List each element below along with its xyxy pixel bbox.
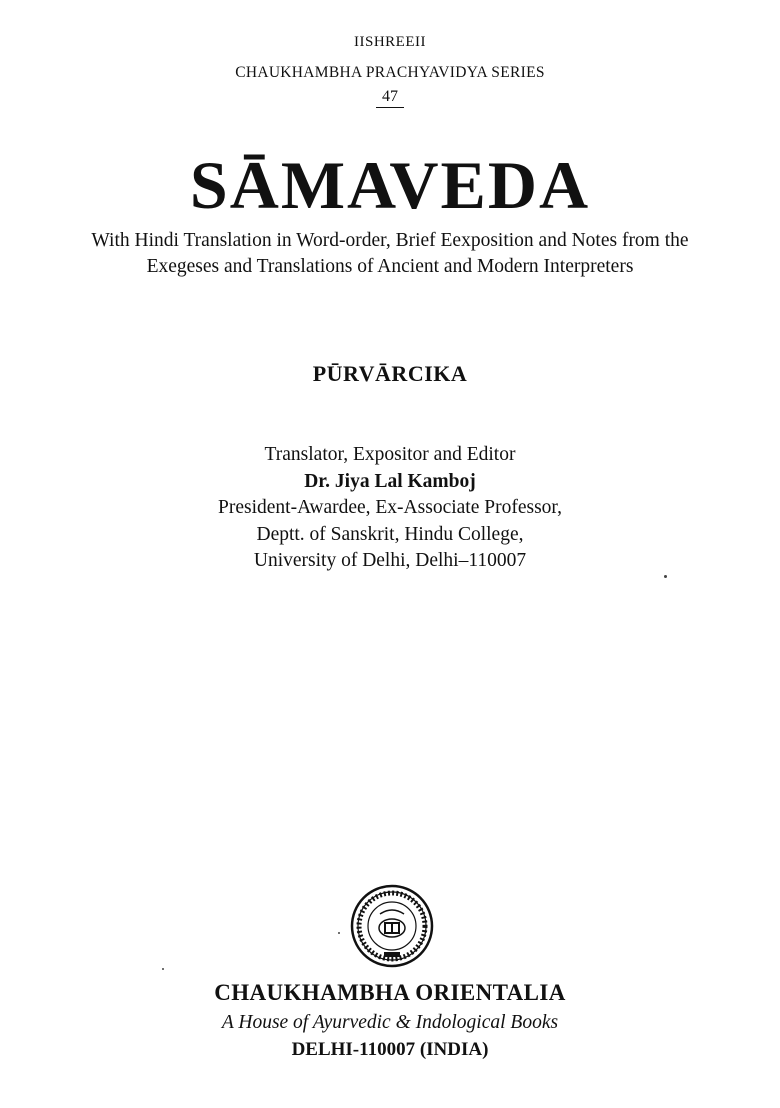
publisher-name: CHAUKHAMBHA ORIENTALIA	[214, 980, 566, 1005]
subtitle-line-2: Exegeses and Translations of Ancient and Modern Interpreters	[146, 256, 634, 277]
editor-affiliation-2: Deptt. of Sanskrit, Hindu College,	[256, 523, 524, 545]
editor-affiliation-1: President-Awardee, Ex-Associate Professor,	[218, 497, 562, 518]
series-number-value: 47	[376, 88, 404, 108]
series-number	[0, 88, 780, 108]
subtitle-line-1: With Hindi Translation in Word-order, Brief Eexposition and Notes from the	[91, 230, 689, 251]
book-title: SĀMAVEDA	[189, 147, 591, 223]
section-title: PŪRVĀRCIKA	[312, 361, 468, 386]
print-speck	[338, 932, 340, 934]
editor-affiliation-3: University of Delhi, Delhi–110007	[253, 550, 527, 571]
publisher-tagline: A House of Ayurvedic & Indological Books	[221, 1012, 559, 1033]
editor-name: Dr. Jiya Lal Kamboj	[304, 470, 476, 492]
editor-role: Translator, Expositor and Editor	[264, 444, 516, 465]
book-subtitle	[0, 228, 780, 280]
publisher-city: DELHI-110007 (INDIA)	[291, 1039, 489, 1060]
shree-invocation: IISHREEII	[354, 34, 426, 50]
publisher-seal-icon	[350, 884, 434, 968]
credits-block	[0, 442, 780, 575]
series-name: CHAUKHAMBHA PRACHYAVIDYA SERIES	[235, 64, 545, 81]
print-speck	[162, 968, 164, 970]
print-speck	[664, 575, 667, 578]
